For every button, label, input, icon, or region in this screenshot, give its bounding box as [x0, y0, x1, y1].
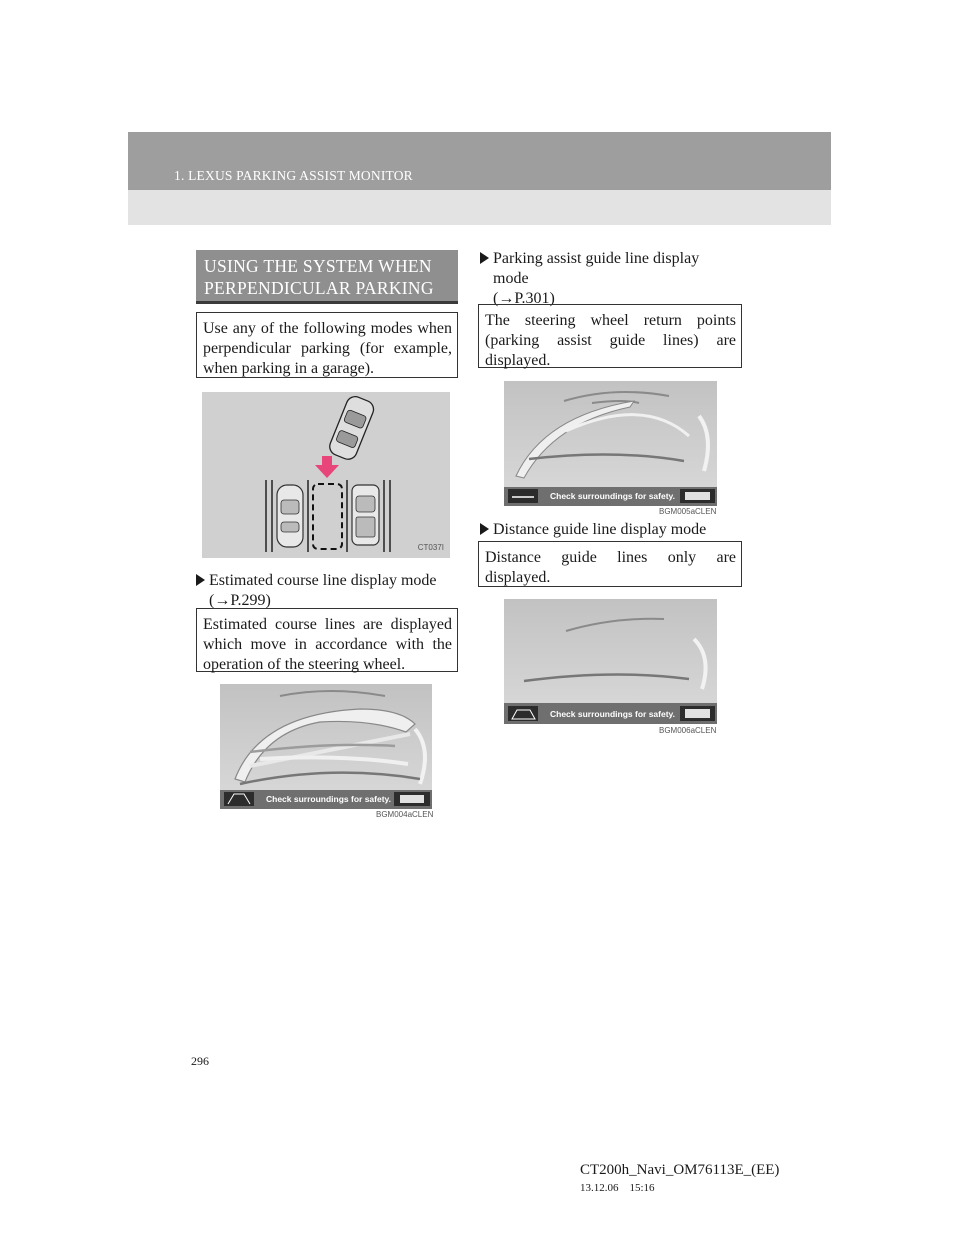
mode-estimated-ref: (→P.299) — [209, 592, 271, 609]
status-message: Check surroundings for safety. — [550, 491, 676, 501]
page-number: 296 — [191, 1054, 209, 1068]
intro-box — [196, 312, 458, 378]
parking-diagram — [202, 392, 450, 558]
mode-distance-desc: Distance guide lines only are displayed. — [485, 549, 736, 586]
intro-text: Use any of the following modes when perpendicular parking (for example, when parking in a garage). — [203, 320, 452, 377]
figure-code-guide: BGM005aCLEN — [659, 507, 717, 516]
target-parking-space — [313, 484, 342, 549]
distance-guide-screen — [504, 599, 717, 724]
guide-line-screen — [504, 381, 717, 506]
maneuvering-car — [327, 394, 376, 462]
section-heading-line1: USING THE SYSTEM WHEN — [204, 256, 432, 276]
figure-code-estimated: BGM004aCLEN — [376, 810, 434, 819]
mode-guide-desc: The steering wheel return points (parking assist guide lines) are displayed. — [485, 312, 736, 369]
mode-guide-title: Parking assist guide line display mode (→P.301) — [480, 249, 742, 309]
mode-estimated-box — [196, 608, 458, 672]
play-triangle-icon — [480, 523, 489, 535]
section-heading — [196, 250, 458, 304]
parked-car-left — [277, 485, 303, 547]
mode-distance-title: Distance guide line display mode — [480, 520, 742, 540]
arrow-down-icon — [315, 456, 339, 478]
parked-car-right — [352, 485, 379, 545]
document-id: CT200h_Navi_OM76113E_(EE) — [580, 1162, 780, 1178]
header-subband — [128, 190, 831, 225]
status-message: Check surroundings for safety. — [266, 794, 392, 804]
mode-estimated-title: Estimated course line display mode (→P.299) — [196, 571, 466, 611]
status-message: Check surroundings for safety. — [550, 709, 676, 719]
estimated-course-screen — [220, 684, 432, 809]
section-heading-line2: PERPENDICULAR PARKING — [204, 278, 434, 298]
figure-code: CT037I — [417, 543, 444, 552]
figure-code-distance: BGM006aCLEN — [659, 726, 717, 735]
mode-distance-box — [478, 541, 742, 587]
chapter-title: 1. LEXUS PARKING ASSIST MONITOR — [174, 168, 413, 183]
mode-estimated-desc: Estimated course lines are displayed which move in accordance with the operation of the steering wheel. — [203, 616, 452, 673]
play-triangle-icon — [480, 252, 489, 264]
print-timestamp: 13.12.06 15:16 — [580, 1182, 655, 1194]
mode-guide-ref: (→P.301) — [493, 290, 555, 307]
play-triangle-icon — [196, 574, 205, 586]
mode-guide-box — [478, 304, 742, 368]
